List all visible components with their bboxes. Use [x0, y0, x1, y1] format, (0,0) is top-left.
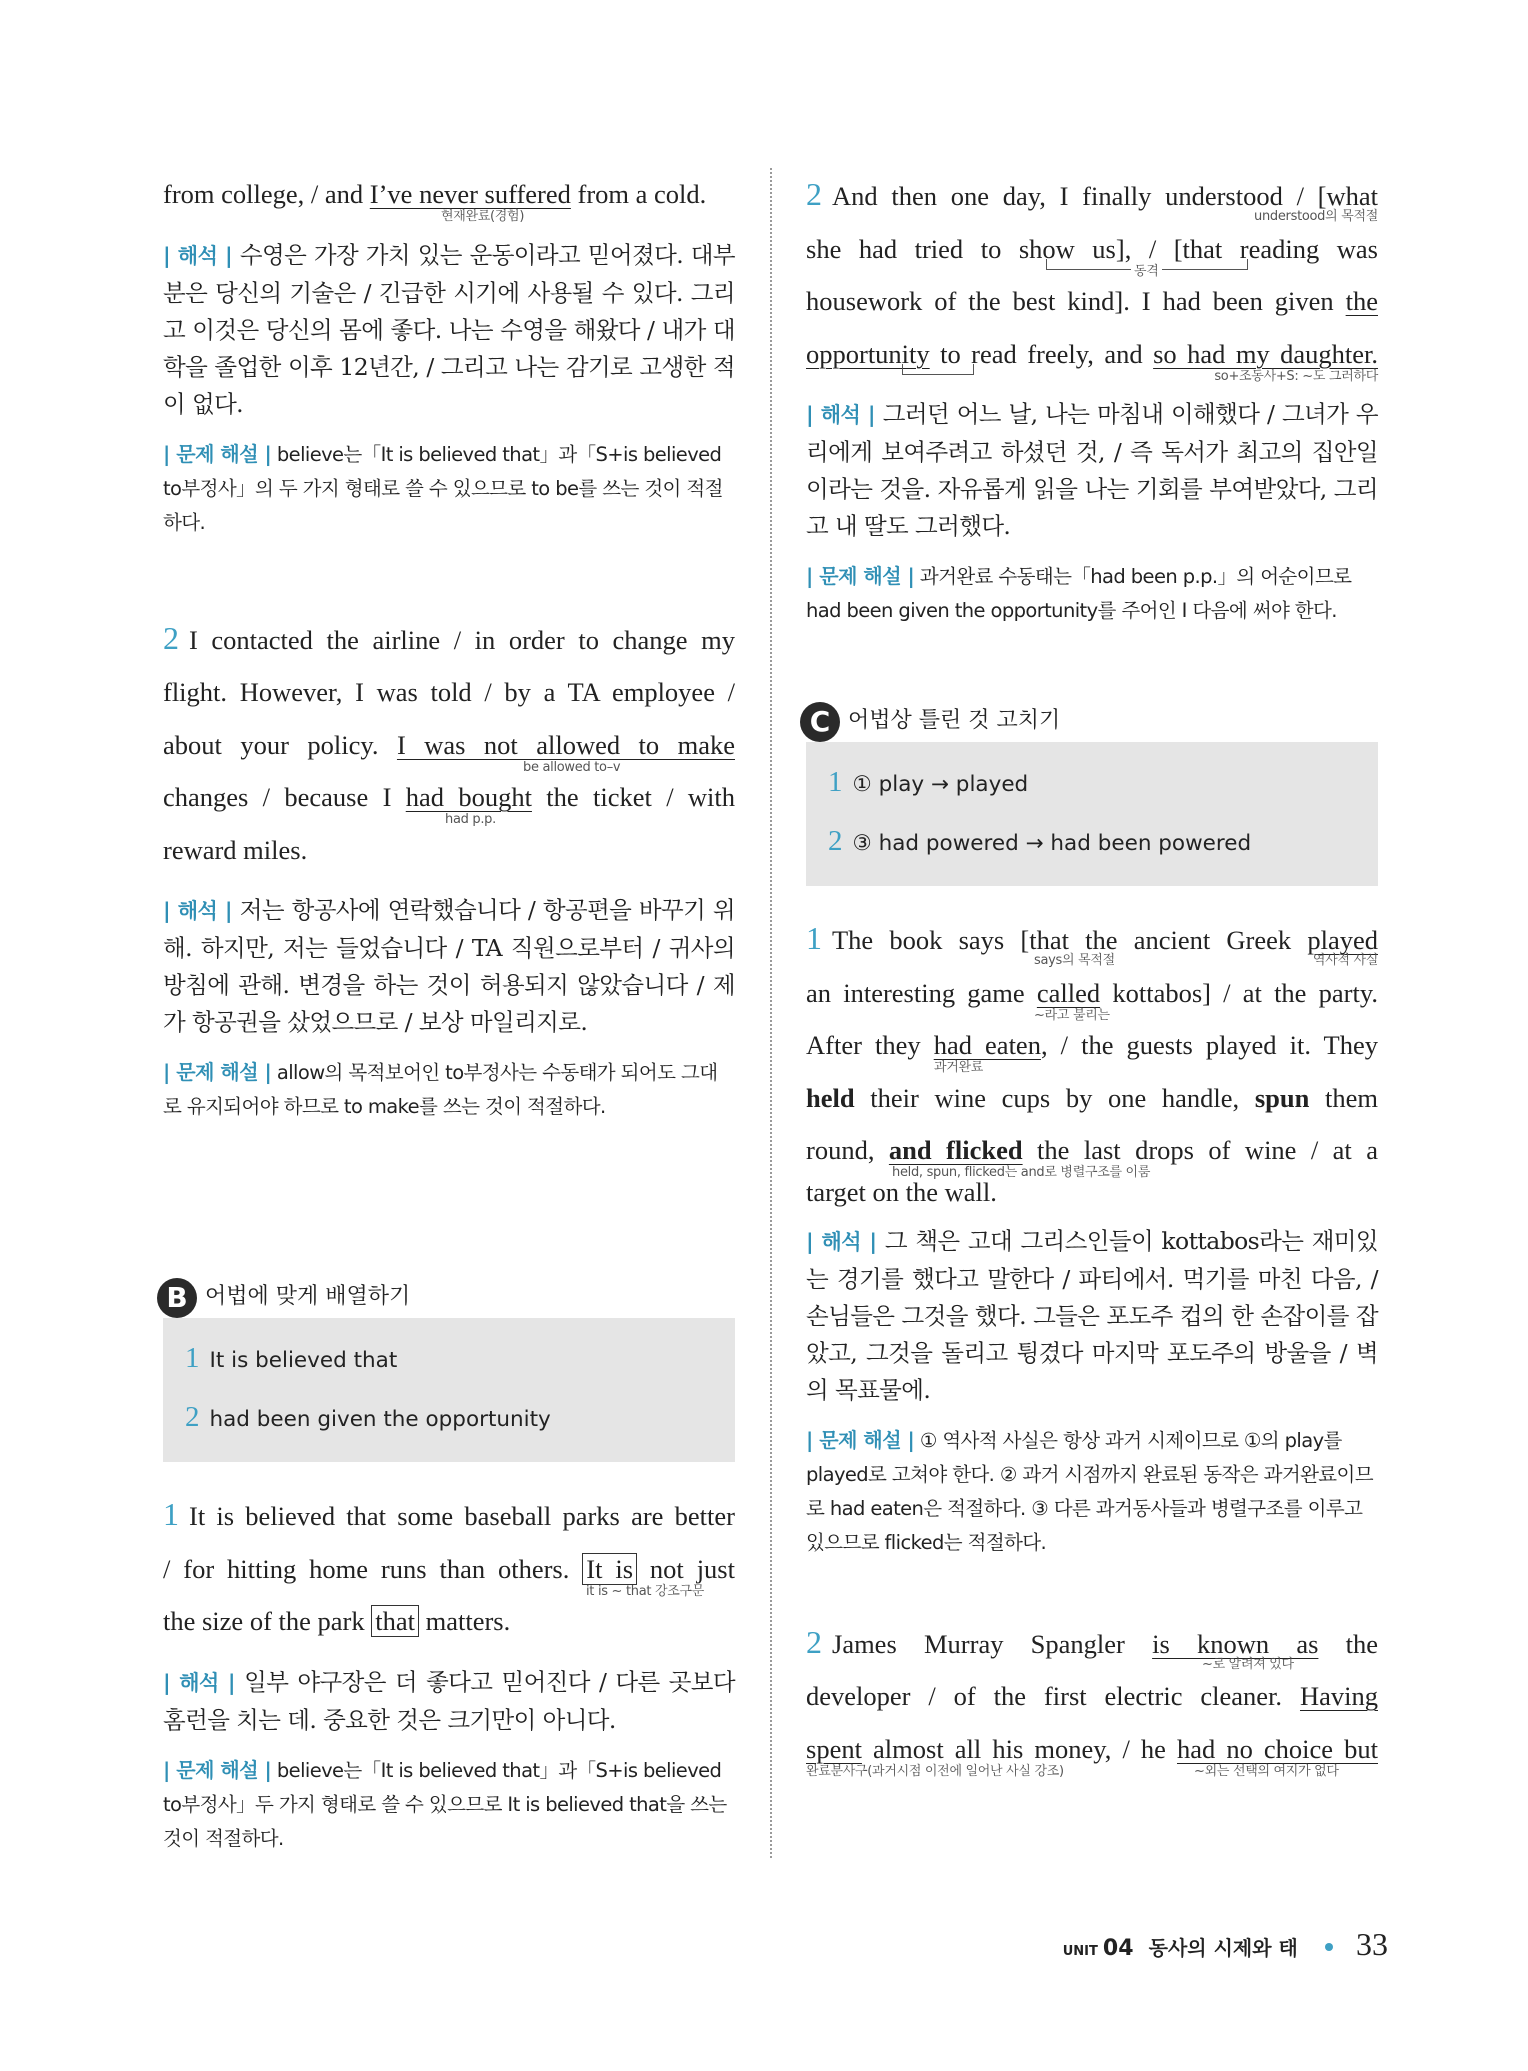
grammar-note: understood의 목적절: [1254, 209, 1378, 224]
translation-block: [163, 237, 735, 423]
item-c1: [806, 912, 1378, 1560]
eng-line: developer / of the first electric cleaner. Having: [806, 1681, 1378, 1711]
item-2-right: [806, 168, 1378, 628]
eng-line: 2 I contacted the airline / in order to change my: [163, 619, 735, 656]
item-b1: [163, 1488, 735, 1856]
left-column: [163, 168, 735, 1856]
section-title: 어법상 틀린 것 고치기: [848, 708, 1061, 733]
explanation-block: [163, 437, 735, 540]
answer-panel: [163, 1318, 735, 1462]
eng-line: flight. However, I was told / by a TA employee /: [163, 677, 735, 707]
footer-dot-icon: [1325, 1943, 1333, 1951]
translation-block: | 해석 | 그 책은 고대 그리스인들이 kottabos라는 재미있는 경기를 했다고 말한다 / 파티에서. 먹기를 마친 다음, / 손님들은 그것을 했다. 그들은 포도주 컵의 한 손잡이를 잡았고, 그것을 돌리고 튕겼다 마지막 포도주의 방울을 / 벽의 목표물에.: [806, 1226, 1378, 1404]
explanation-block: | 문제 해설 | believe는「It is believed that」과「S+is believed to부정사」두 가지 형태로 쓸 수 있으므로 It is believed that을 쓰는 것이 적절하다.: [163, 1757, 727, 1850]
eng-line: target on the wall.: [806, 1176, 997, 1207]
answer-panel: [806, 742, 1378, 886]
item-2: [163, 612, 735, 1125]
grammar-note: ~외는 선택의 여지가 없다: [1194, 1763, 1339, 1779]
translation-text: 수영은 가장 가치 있는 운동이라고 믿어졌다. 대부분은 당신의 기술은 / 긴급한 시기에 사용될 수 있다. 그리고 이것은 당신의 몸에 좋다. 나는 수영을 해왔다 / 내가 대학을 졸업한 이후 12년간, / 그리고 나는 감기로 고생한 적이 없다.: [163, 240, 735, 418]
grammar-note: 동격: [1131, 265, 1162, 279]
translation-block: | 해석 | 일부 야구장은 더 좋다고 믿어진다 / 다른 곳보다 홈런을 치는 데. 중요한 것은 크기만이 아니다.: [163, 1667, 735, 1734]
eng-line: held their wine cups by one handle, spun them: [806, 1082, 1378, 1113]
eng-line: an interesting game called kottabos] / at the party. ~라고 불리는: [806, 977, 1378, 1023]
section-b: [163, 1282, 735, 1462]
explanation-block: | 문제 해설 | ① 역사적 사실은 항상 과거 시제이므로 ①의 play를 played로 고쳐야 한다. ② 과거 시점까지 완료된 동작은 과거완료이므로 had eaten은 적절하다. ③ 다른 과거동사들과 병렬구조를 이루고 있으므로 flicked는 적절하다.: [806, 1427, 1374, 1554]
answer-item: 2 ③ had powered → had been powered: [828, 825, 1252, 857]
unit-label: UNIT: [1062, 1944, 1098, 1959]
explanation-tag: | 문제 해설 |: [163, 441, 272, 466]
grammar-note: 역사적 사실: [1312, 953, 1378, 968]
unit-number: 04: [1102, 1936, 1134, 1961]
eng-line: 1 The book says [that the ancient Greek played says의 목적절 역사적 사실: [806, 920, 1378, 968]
grammar-note: ~라고 불리는: [1034, 1007, 1110, 1023]
grammar-note: had p.p.: [445, 812, 496, 827]
answer-item: 1 It is believed that: [185, 1342, 398, 1374]
section-badge: B: [157, 1278, 197, 1318]
section-title: 어법에 맞게 배열하기: [205, 1284, 411, 1309]
translation-block: | 해석 | 그러던 어느 날, 나는 마침내 이해했다 / 그녀가 우리에게 보여주려고 하셨던 것, / 즉 독서가 최고의 집안일이라는 것을. 자유롭게 읽을 나는 기회를 부여받았다, 그리고 내 딸도 그러했다.: [806, 400, 1378, 540]
grammar-note: be allowed to–v: [523, 759, 621, 775]
grammar-note: ~로 알려져 있다: [1202, 1656, 1294, 1672]
eng-line: housework of the best kind]. I had been given the: [806, 286, 1378, 316]
answer-item: 1 ① play → played: [828, 766, 1029, 798]
eng-line: / for hitting home runs than others. It is not just it is ~ that 강조구문: [163, 1553, 735, 1599]
grammar-note: it is ~ that 강조구문: [586, 1583, 705, 1599]
eng-line: 1 It is believed that some baseball parks are better: [163, 1496, 735, 1532]
grammar-note: 현재완료(경험): [441, 209, 525, 224]
eng-line: she had tried to show us], / [that reading was 동격: [806, 233, 1378, 279]
section-c: [806, 706, 1378, 886]
translation-tag: | 해석 |: [163, 243, 233, 268]
eng-line: changes / because I had bought the ticket / with had p.p.: [163, 782, 735, 827]
eng-line: 2 And then one day, I finally understood / [what understood의 목적절: [806, 176, 1378, 224]
answer-item: 2 had been given the opportunity: [185, 1401, 551, 1433]
bracket-line: [902, 364, 974, 375]
column-divider: [770, 168, 772, 1858]
page-number: 33: [1356, 1926, 1388, 1962]
translation-block: | 해석 | 저는 항공사에 연락했습니다 / 항공편을 바꾸기 위해. 하지만, 저는 들었습니다 / TA 직원으로부터 / 귀사의 방침에 관해. 변경을 하는 것이 허용되지 않았습니다 / 제가 항공권을 샀었으므로 / 보상 마일리지로.: [163, 896, 735, 1036]
eng-line: After they had eaten, / the guests played it. They 과거완료: [806, 1030, 1378, 1075]
item-c2: [806, 1616, 1379, 1779]
grammar-note: held, spun, flicked는 and로 병렬구조를 이룸: [892, 1165, 1151, 1180]
explanation-block: | 문제 해설 | 과거완료 수동태는「had been p.p.」의 어순이므로 had been given the opportunity를 주어인 I 다음에 써야 한다.: [806, 564, 1352, 622]
eng-line: reward miles.: [163, 834, 308, 865]
unit-title: 동사의 시제와 태: [1148, 1936, 1298, 1960]
eng-line: 2 James Murray Spangler is known as the ~로 알려져 있다: [806, 1623, 1379, 1672]
page-footer: [1063, 1926, 1388, 1963]
grammar-note: 과거완료: [934, 1060, 984, 1075]
eng-line: spent almost all his money, / he had no choice but 완료분사구(과거시점 이전에 일어난 사실 강조) ~외는 선택의 여지가 없다: [806, 1733, 1378, 1779]
explanation-block: | 문제 해설 | allow의 목적보어인 to부정사는 수동태가 되어도 그대로 유지되어야 하므로 to make를 쓰는 것이 적절하다.: [163, 1060, 718, 1118]
eng-line: opportunity to read freely, and so had my daughter. so+조동사+S: ~도 그러하다: [806, 338, 1379, 384]
grammar-note: so+조동사+S: ~도 그러하다: [1214, 368, 1378, 384]
item-number: 2: [163, 619, 179, 656]
section-badge: C: [800, 702, 840, 742]
eng-line: from college, / and I’ve never suffered from a cold. 현재완료(경험): [163, 179, 707, 224]
eng-line: the size of the park that matters.: [163, 1606, 511, 1636]
eng-line: about your policy. I was not allowed to make be allowed to–v: [163, 729, 735, 775]
grammar-note: 완료분사구(과거시점 이전에 일어난 사실 강조): [806, 1763, 1064, 1779]
eng-line: round, and flicked the last drops of wine / at a held, spun, flicked는 and로 병렬구조를 이룸: [806, 1135, 1378, 1180]
explanation-text: believe는「It is believed that」과「S+is believed to부정사」의 두 가지 형태로 쓸 수 있으므로 to be를 쓰는 것이 적절하다.: [163, 442, 723, 534]
grammar-note: says의 목적절: [1034, 953, 1115, 968]
right-column: [806, 168, 1379, 1779]
